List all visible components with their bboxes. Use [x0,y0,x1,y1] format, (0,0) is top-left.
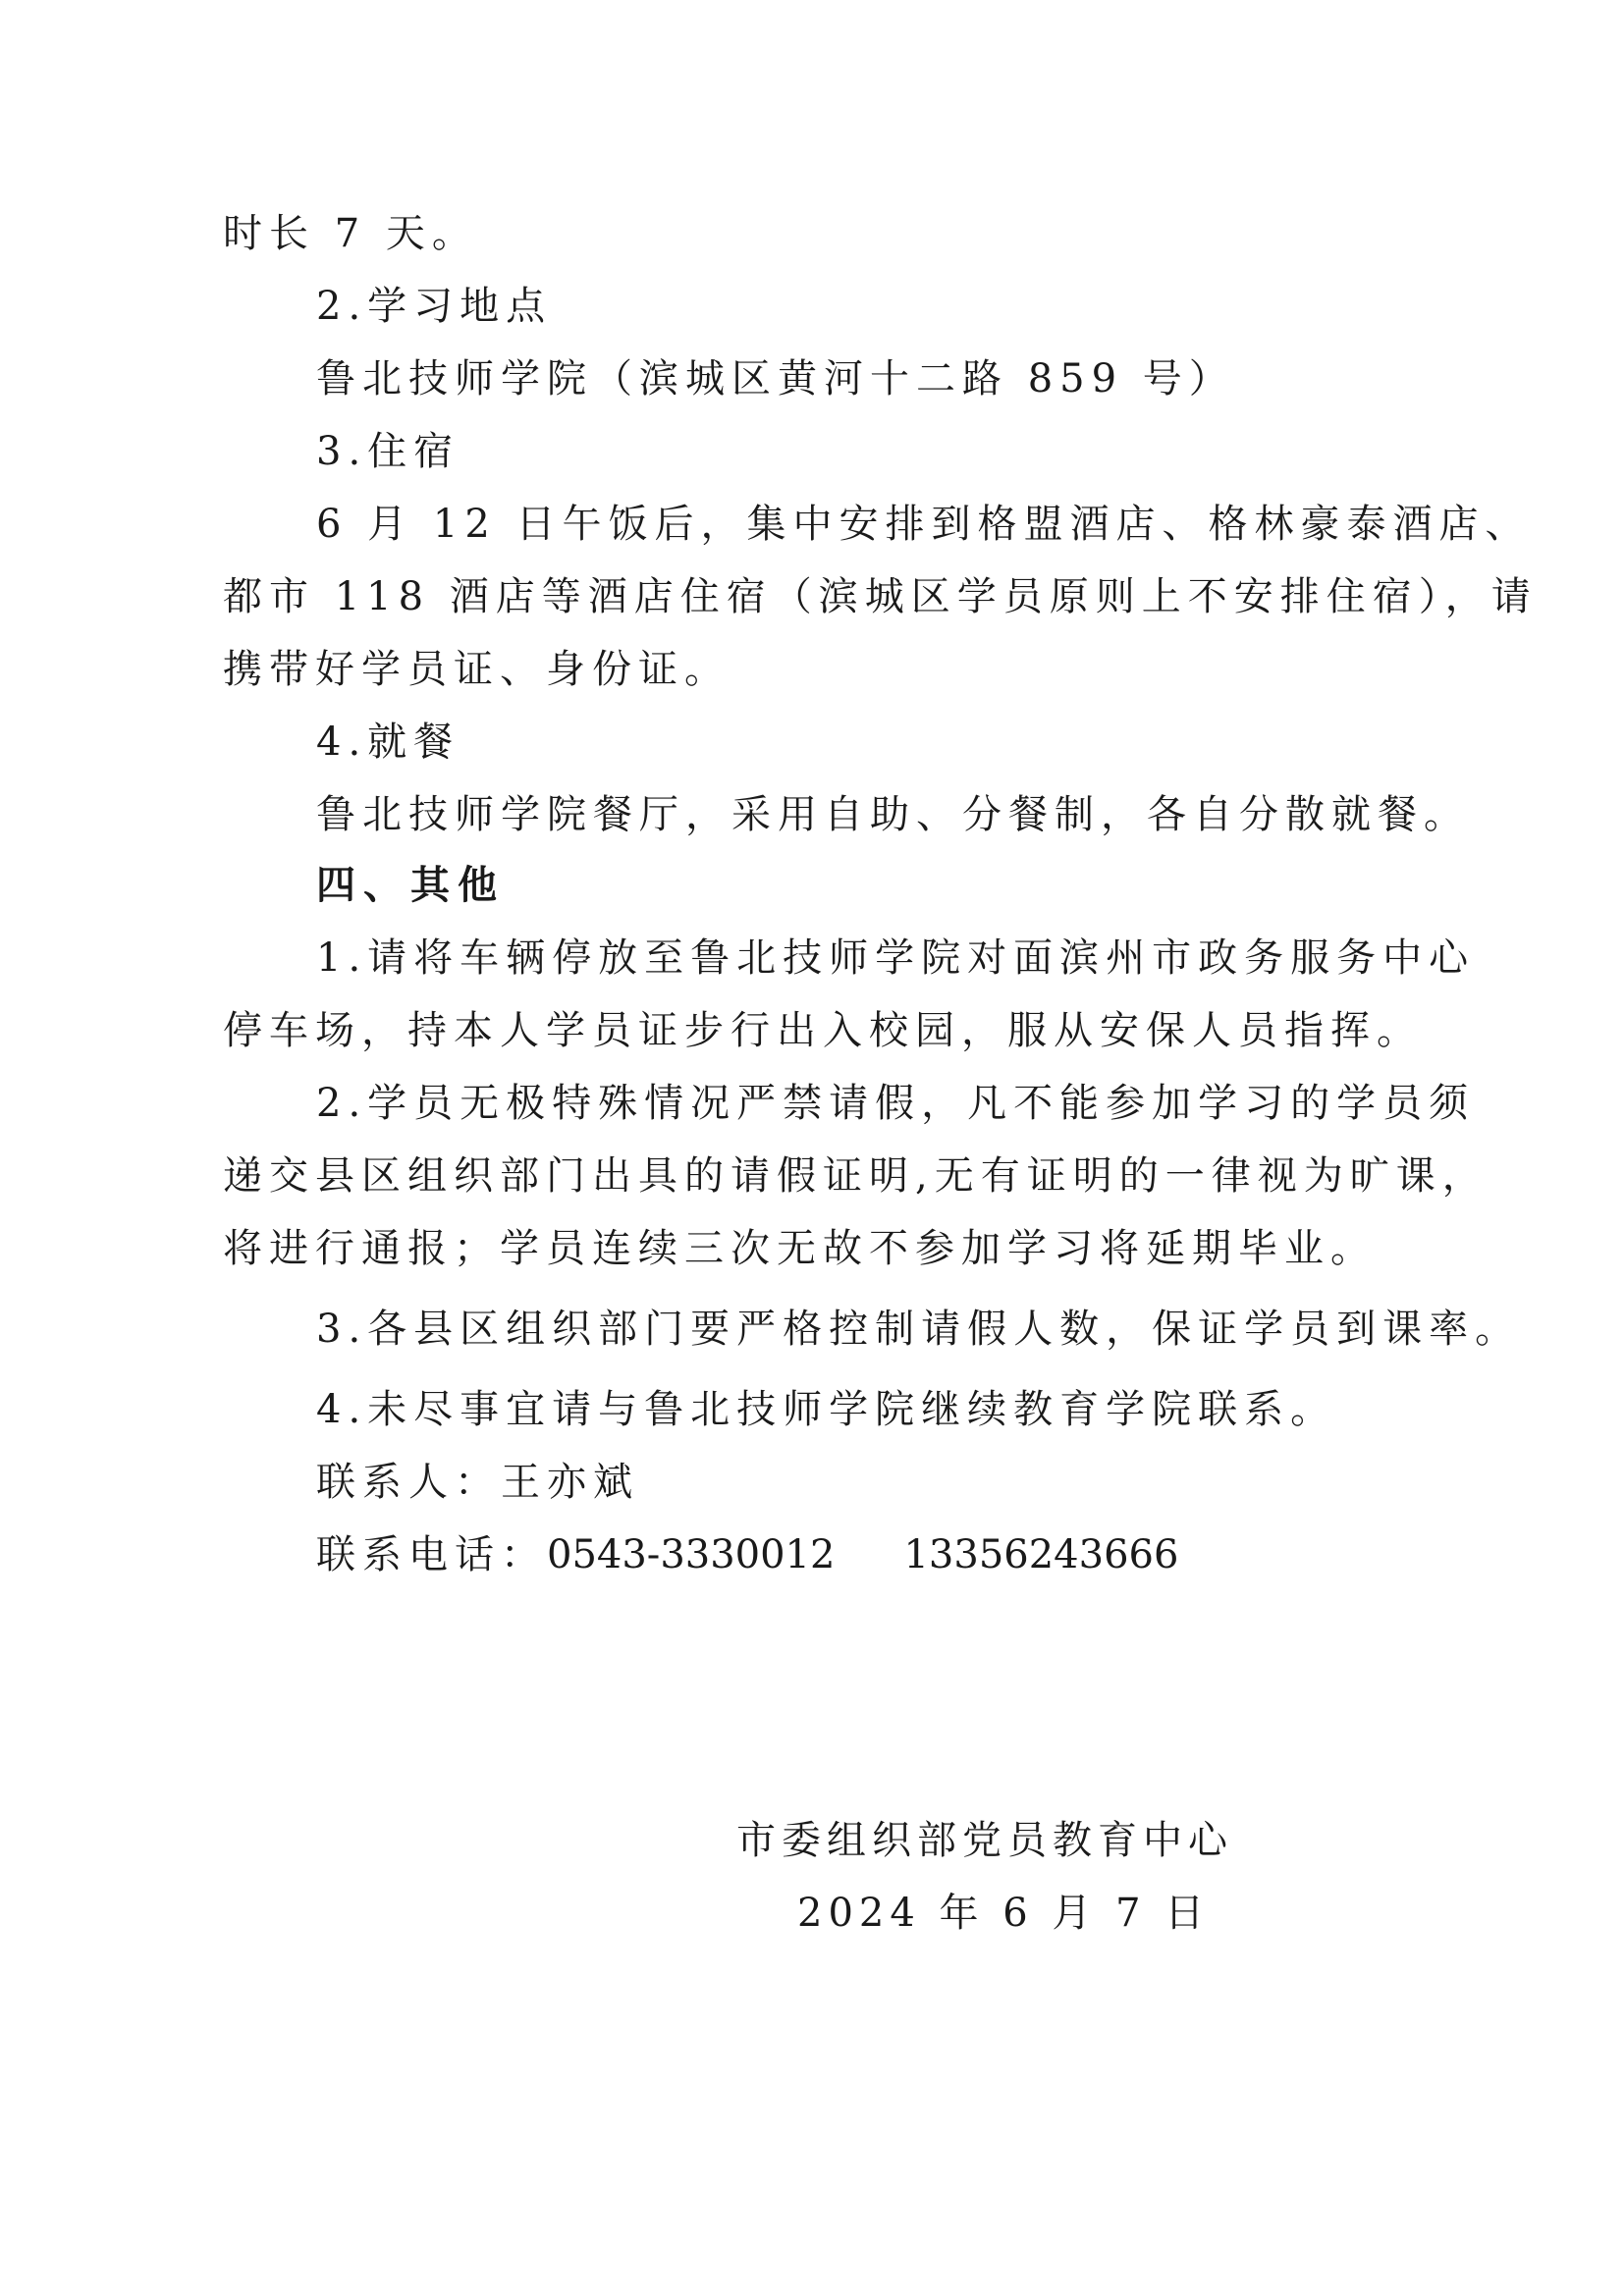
paragraph-accommodation-line1: 6 月 12 日午饭后，集中安排到格盟酒店、格林豪泰酒店、 [316,502,1532,547]
paragraph-leave-line1: 2.学员无极特殊情况严禁请假，凡不能参加学习的学员须 [316,1081,1476,1126]
paragraph-dining: 鲁北技师学院餐厅，采用自助、分餐制，各自分散就餐。 [316,792,1470,837]
signature-date: 2024 年 6 月 7 日 [797,1891,1211,1936]
contact-phone-2: 13356243666 [903,1532,1179,1577]
paragraph-study-location: 鲁北技师学院（滨城区黄河十二路 859 号） [316,356,1235,401]
subheading-accommodation: 3.住宿 [316,429,460,474]
section-heading-other: 四、其他 [316,862,505,908]
subheading-dining: 4.就餐 [316,720,460,765]
paragraph-parking-line2: 停车场，持本人学员证步行出入校园，服从安保人员指挥。 [223,1008,1423,1053]
contact-person: 联系人：王亦斌 [316,1460,639,1505]
paragraph-duration-end: 时长 7 天。 [223,211,478,256]
paragraph-accommodation-line3: 携带好学员证、身份证。 [223,647,731,692]
paragraph-parking-line1: 1.请将车辆停放至鲁北技师学院对面滨州市政务服务中心 [316,935,1476,981]
paragraph-leave-line2: 递交县区组织部门出具的请假证明,无有证明的一律视为旷课， [223,1153,1489,1199]
paragraph-accommodation-line2: 都市 118 酒店等酒店住宿（滨城区学员原则上不安排住宿），请 [223,574,1538,619]
signature-organization: 市委组织部党员教育中心 [736,1818,1233,1863]
contact-phone-label: 联系电话： [316,1532,547,1577]
paragraph-attendance: 3.各县区组织部门要严格控制请假人数，保证学员到课率。 [316,1307,1522,1352]
subheading-study-location: 2.学习地点 [316,284,553,329]
paragraph-contact-note: 4.未尽事宜请与鲁北技师学院继续教育学院联系。 [316,1387,1337,1432]
paragraph-leave-line3: 将进行通报；学员连续三次无故不参加学习将延期毕业。 [223,1226,1377,1271]
contact-phone-row [316,1531,1178,1578]
contact-phone-1: 0543-3330012 [547,1532,836,1577]
